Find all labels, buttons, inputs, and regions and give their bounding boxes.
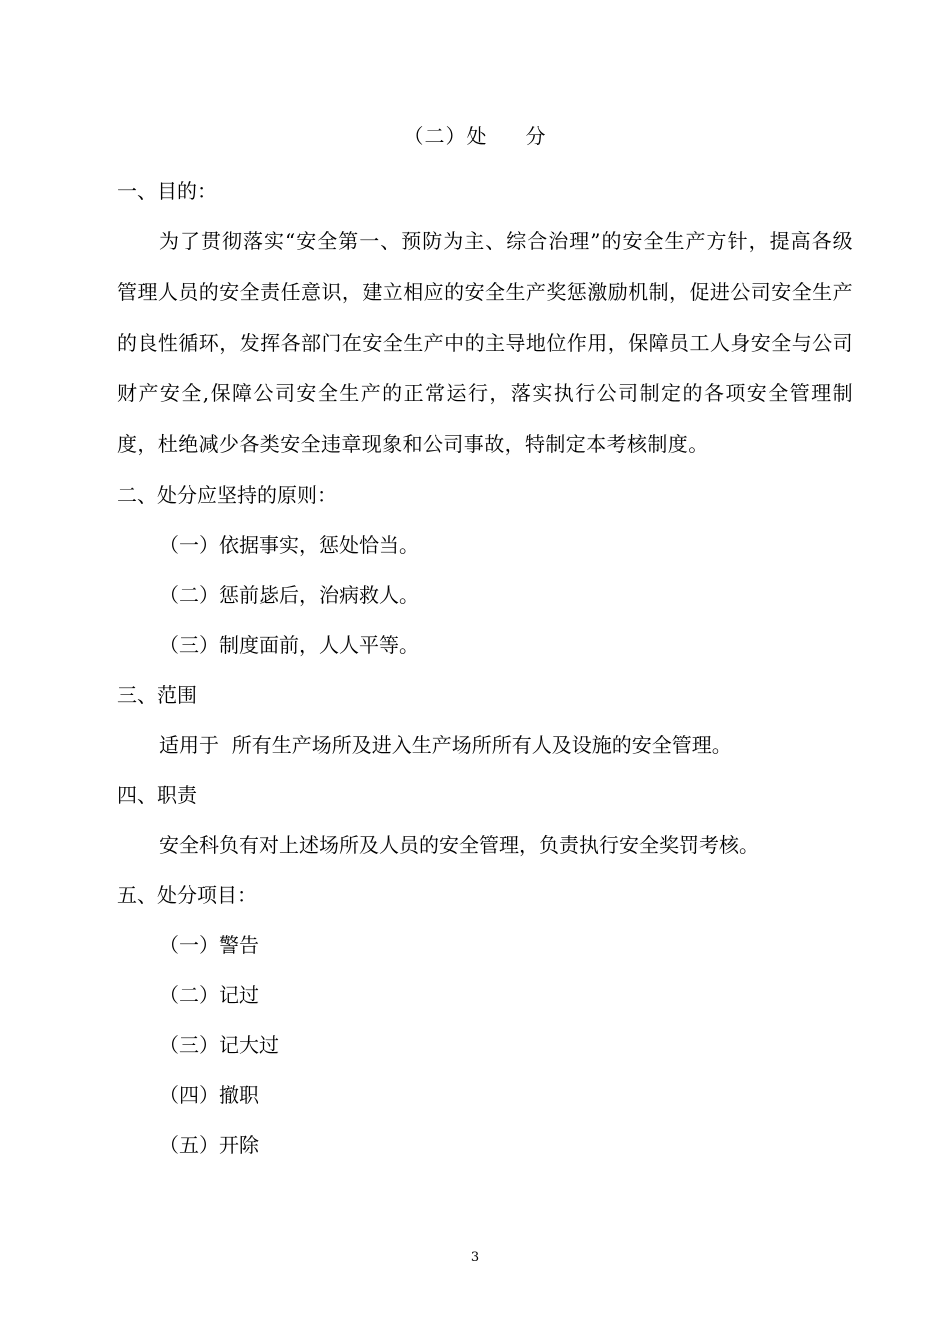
principle-item: （三）制度面前，人人平等。 [159, 632, 419, 657]
penalty-item: （二）记过 [159, 982, 259, 1007]
penalty-item: （一）警告 [159, 932, 259, 957]
document-body [117, 166, 853, 1170]
page-number: 3 [470, 1250, 480, 1265]
principle-item: （二）惩前毖后，治病救人。 [159, 582, 419, 607]
penalty-item: （三）记大过 [159, 1032, 279, 1057]
penalty-item: （四）撤职 [159, 1082, 259, 1107]
section-heading-purpose: 一、目的： [117, 179, 217, 203]
purpose-paragraph: 为了贯彻落实“安全第一、预防为主、综合治理”的安全生产方针，提高各级管理人员的安全责任意识，建立相应的安全生产奖惩激励机制，促进公司安全生产的良性循环，发挥各部门在安全生产中的主导地位作用，保障员工人身安全与公司财产安全,保障公司安全生产的正常运行，落实执行公司制定的各项安全管理制度，杜绝减少各类安全违章现象和公司事故，特制定本考核制度。 [117, 229, 853, 457]
section-heading-penalties: 五、处分项目： [117, 882, 257, 907]
section-heading-responsibility: 四、职责 [117, 782, 197, 807]
principle-item: （一）依据事实，惩处恰当。 [159, 532, 419, 557]
title-part-1: （二）处 [403, 124, 488, 148]
section-heading-scope: 三、范围 [117, 682, 197, 707]
title-part-2: 分 [525, 124, 547, 148]
page-title [0, 119, 950, 153]
scope-text: 适用于 所有生产场所及进入生产场所所有人及设施的安全管理。 [159, 732, 732, 757]
section-heading-principles: 二、处分应坚持的原则： [117, 482, 337, 507]
responsibility-text: 安全科负有对上述场所及人员的安全管理，负责执行安全奖罚考核。 [159, 832, 759, 857]
penalty-item: （五）开除 [159, 1132, 259, 1157]
